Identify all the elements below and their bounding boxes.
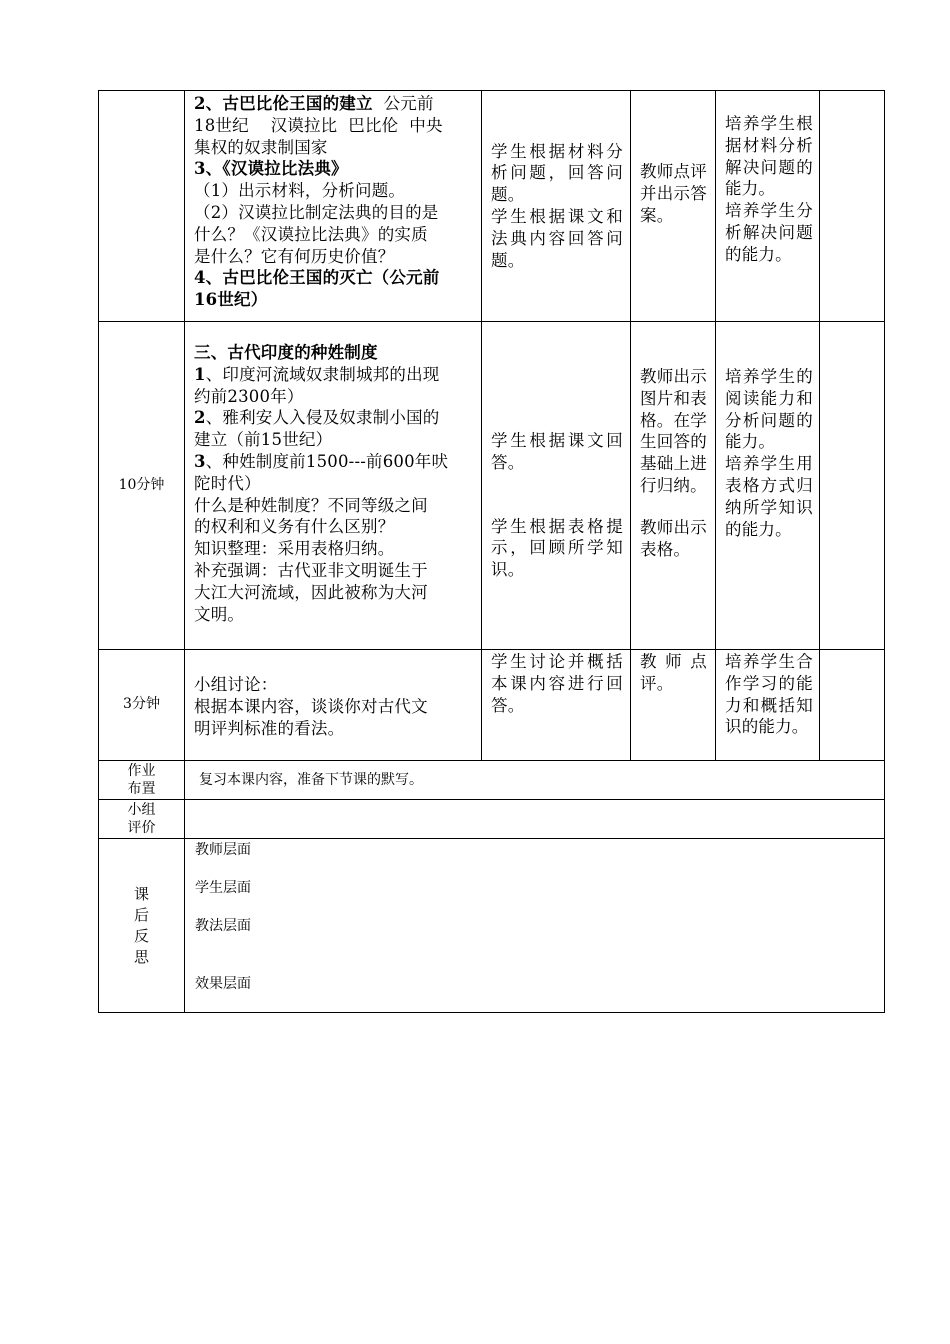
content-line <box>194 495 474 517</box>
content-line <box>194 473 474 495</box>
row-group-eval <box>99 800 885 839</box>
content-line <box>194 289 474 311</box>
content-line-bold: 2 <box>194 408 206 428</box>
content-line <box>194 202 474 224</box>
student-activity: 学生根据课文和法典内容回答问题。 <box>491 207 623 270</box>
content-line-text: 知识整理：采用表格归纳。 <box>194 539 395 559</box>
content-cell-discussion <box>185 650 482 761</box>
content-line <box>194 451 474 473</box>
content-line <box>194 267 474 289</box>
content-line-bold: 三、古代印度的种姓制度 <box>194 343 378 362</box>
row-india <box>99 322 885 650</box>
content-discussion <box>185 650 481 739</box>
group-eval-cell <box>185 800 885 839</box>
design-intent: 培养学生根据材料分析解决问题的能力。 <box>725 114 813 199</box>
content-line-text: 陀时代） <box>194 473 261 493</box>
content-line <box>194 93 474 115</box>
extra-cell-india <box>820 322 885 650</box>
content-line <box>194 364 474 386</box>
teacher-activity: 教师点评并出示答案。 <box>640 162 707 225</box>
design-intent: 培养学生用表格方式归纳所学知识的能力。 <box>725 454 813 539</box>
content-line-text: 根据本课内容，谈谈你对古代文 <box>194 696 428 716</box>
intent-cell-india <box>716 322 820 650</box>
design-intent: 培养学生的阅读能力和分析问题的能力。 <box>725 367 813 452</box>
teacher-activity: 教师出示图片和表格。在学生回答的基础上进行归纳。 <box>640 367 707 495</box>
homework-cell <box>185 761 885 800</box>
time-cell-india: 10分钟 <box>99 322 185 650</box>
content-line-text: 的权利和义务有什么区别？ <box>194 517 395 537</box>
extra-cell-discussion <box>820 650 885 761</box>
row-discussion <box>99 650 885 761</box>
intent-cell-babylon <box>716 91 820 322</box>
content-line-bold: 3、《汉谟拉比法典》 <box>194 159 348 179</box>
student-cell-babylon <box>482 91 631 322</box>
content-line-bold: 1 <box>194 364 206 384</box>
content-line-text: 什么是种姓制度？不同等级之间 <box>194 495 428 515</box>
content-line-text: 约前2300年） <box>194 386 304 406</box>
group-eval-label: 小组 评价 <box>99 800 185 839</box>
intent-cell-discussion <box>716 650 820 761</box>
content-line-text: 是什么？它有何历史价值？ <box>194 246 395 266</box>
content-line <box>194 674 474 696</box>
content-line <box>194 137 474 159</box>
student-cell-india <box>482 322 631 650</box>
content-line <box>194 604 474 626</box>
content-line-text: 文明。 <box>194 604 245 624</box>
content-line-text: 18世纪 汉谟拉比 巴比伦 中央 <box>194 115 443 135</box>
content-line-text: 补充强调：古代亚非文明诞生于 <box>194 560 428 580</box>
content-line-text: 建立（前15世纪） <box>194 430 333 450</box>
content-line-text: 、雅利安人入侵及奴隶制小国的 <box>205 408 440 428</box>
content-cell-babylon <box>185 91 482 322</box>
reflection-item: 学生层面 <box>195 880 251 896</box>
content-line <box>194 386 474 408</box>
student-activity: 学生根据表格提示，回顾所学知识。 <box>491 516 623 580</box>
content-line <box>194 246 474 268</box>
reflection-label: 课 后 反 思 <box>99 839 185 1013</box>
content-line-bold: 4、古巴比伦王国的灭亡（公元前 <box>194 268 440 288</box>
content-line <box>194 560 474 582</box>
content-line-text: （2）汉谟拉比制定法典的目的是 <box>194 202 439 222</box>
teacher-cell-discussion <box>631 650 716 761</box>
content-line <box>194 718 474 740</box>
homework-label: 作业 布置 <box>99 761 185 800</box>
reflection-cell <box>185 839 885 1013</box>
time-cell-discussion: 3分钟 <box>99 650 185 761</box>
content-line-text: 明评判标准的看法。 <box>194 718 345 738</box>
content-line-bold: 2、古巴比伦王国的建立 <box>194 94 373 113</box>
row-homework <box>99 761 885 800</box>
content-line-text: 集权的奴隶制国家 <box>194 137 328 157</box>
content-line-text: 公元前 <box>372 94 434 113</box>
row-reflection <box>99 839 885 1013</box>
teacher-cell-india <box>631 322 716 650</box>
content-line <box>194 696 474 718</box>
design-intent: 培养学生合作学习的能力和概括知识的能力。 <box>725 652 813 737</box>
content-cell-india <box>185 322 482 650</box>
content-line-bold: 3 <box>194 451 206 471</box>
content-line-text: 什么？《汉谟拉比法典》的实质 <box>194 224 428 244</box>
student-activity: 学生根据材料分析问题，回答问题。 <box>491 141 623 205</box>
content-line <box>194 582 474 604</box>
teacher-activity: 教师点评。 <box>640 652 707 693</box>
content-line <box>194 538 474 560</box>
content-india <box>185 322 481 625</box>
lesson-plan-table <box>98 90 885 1013</box>
student-cell-discussion <box>482 650 631 761</box>
time-cell-babylon <box>99 91 185 322</box>
content-line <box>194 429 474 451</box>
content-line-text: 、印度河流域奴隶制城邦的出现 <box>205 364 440 384</box>
teacher-cell-babylon <box>631 91 716 322</box>
student-activity: 学生根据课文回答。 <box>491 431 623 472</box>
content-line-text: 、种姓制度前1500---前600年吠 <box>205 451 449 471</box>
teacher-activity: 教师出示表格。 <box>640 517 707 559</box>
content-babylon <box>185 91 481 311</box>
content-line <box>194 342 474 364</box>
content-line-text: （1）出示材料，分析问题。 <box>194 181 406 201</box>
content-line <box>194 407 474 429</box>
content-line-text: 大江大河流域，因此被称为大河 <box>194 582 428 602</box>
content-line <box>194 224 474 246</box>
content-line <box>194 516 474 538</box>
design-intent: 培养学生分析解决问题的能力。 <box>725 201 813 264</box>
student-activity: 学生讨论并概括本课内容进行回答。 <box>491 652 623 715</box>
reflection-item: 教法层面 <box>195 918 251 934</box>
content-line-text: 小组讨论： <box>194 675 278 694</box>
content-line <box>194 158 474 180</box>
row-babylon <box>99 91 885 322</box>
content-line <box>194 180 474 202</box>
reflection-item: 效果层面 <box>195 976 251 992</box>
extra-cell-babylon <box>820 91 885 322</box>
content-line <box>194 115 474 137</box>
homework-text: 复习本课内容，准备下节课的默写。 <box>199 771 423 788</box>
reflection-item: 教师层面 <box>195 842 251 858</box>
content-line-bold: 16世纪） <box>194 290 268 310</box>
